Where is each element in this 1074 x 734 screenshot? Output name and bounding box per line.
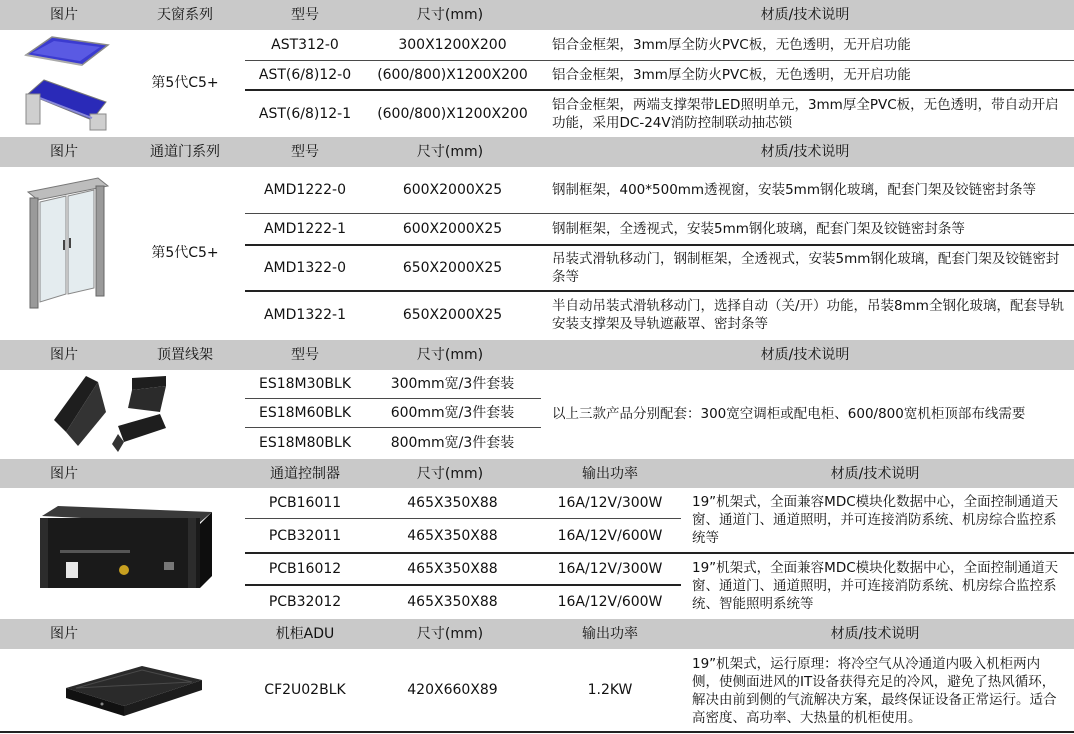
header-desc-label: 材质/技术说明: [830, 626, 920, 642]
size-cell: 650X2000X25: [402, 260, 503, 276]
header-desc-label: 材质/技术说明: [760, 347, 850, 363]
desc-cell: 钢制框架，全透视式，安装5mm钢化玻璃，配套门架及铰链密封条等: [552, 221, 965, 237]
header-size-label: 尺寸(mm): [416, 347, 484, 363]
model-cell: PCB32011: [268, 527, 342, 544]
size-cell: 465X350X88: [407, 593, 498, 610]
model-cell: AST(6/8)12-1: [258, 105, 352, 122]
header-image-label: 图片: [50, 465, 78, 482]
size-cell: 800mm宽/3件套装: [390, 435, 515, 451]
model-cell: PCB16011: [268, 495, 342, 511]
header-power-label: 输出功率: [582, 626, 638, 642]
model-cell: ES18M80BLK: [258, 435, 352, 451]
header-desc-label: 材质/技术说明: [760, 144, 850, 160]
power-cell: 16A/12V/600W: [557, 593, 663, 610]
header-size-label: 尺寸(mm): [416, 465, 484, 482]
cable-tray-image: [48, 372, 172, 454]
header-desc-label: 材质/技术说明: [760, 7, 850, 23]
skylight-panel-image: [22, 33, 110, 69]
header-model-label: 通道控制器: [270, 465, 340, 482]
model-cell: AMD1322-0: [263, 260, 347, 276]
size-cell: (600/800)X1200X200: [377, 105, 528, 122]
model-cell: CF2U02BLK: [264, 682, 346, 698]
header-model-label: 型号: [291, 144, 319, 160]
desc-cell: 吊装式滑轨移动门，钢制框架，全透视式，安装5mm钢化玻璃，配套门架及铰链密封条等: [552, 251, 1060, 285]
header-image-label: 图片: [50, 7, 78, 23]
desc-cell: 铝合金框架，3mm厚全防火PVC板，无色透明，无开启功能: [552, 67, 911, 83]
header-model-label: 型号: [291, 7, 319, 23]
desc-cell: 铝合金框架，3mm厚全防火PVC板，无色透明，无开启功能: [552, 37, 911, 53]
header-image-label: 图片: [50, 626, 78, 642]
power-cell: 16A/12V/300W: [557, 561, 663, 577]
size-cell: 600X2000X25: [402, 182, 503, 198]
desc-cell: 铝合金框架，两端支撑架带LED照明单元，3mm厚全PVC板，无色透明，带自动开启功能，采用DC-24V消防控制联动抽芯锁: [552, 96, 1059, 131]
size-cell: 465X350X88: [407, 495, 498, 511]
desc-cell: 钢制框架，400*500mm透视窗，安装5mm钢化玻璃，配套门架及铰链密封条等: [552, 182, 1036, 198]
header-series-label: 顶置线架: [157, 347, 213, 363]
power-cell: 16A/12V/600W: [557, 527, 663, 544]
power-cell: 16A/12V/300W: [557, 495, 663, 511]
header-power-label: 输出功率: [582, 465, 638, 482]
header-series-label: 通道门系列: [150, 144, 220, 160]
header-desc-label: 材质/技术说明: [830, 465, 920, 482]
controller-device-image: [36, 504, 216, 592]
size-cell: (600/800)X1200X200: [377, 67, 528, 83]
size-cell: 650X2000X25: [402, 307, 503, 323]
model-cell: PCB16012: [268, 561, 342, 577]
header-image-label: 图片: [50, 347, 78, 363]
skylight-frame-image: [22, 74, 110, 132]
series-value: 第5代C5+: [151, 75, 219, 91]
header-model-label: 机柜ADU: [275, 626, 335, 642]
header-size-label: 尺寸(mm): [416, 144, 484, 160]
header-size-label: 尺寸(mm): [416, 626, 484, 642]
header-series-label: 天窗系列: [157, 7, 213, 23]
desc-cell: 半自动吊装式滑轨移动门，选择自动（关/开）功能，吊装8mm全钢化玻璃，配套导轨安装支撑架及导轨遮蔽罩、密封条等: [552, 298, 1064, 332]
header-image-label: 图片: [50, 144, 78, 160]
desc-cell: 19”机架式，运行原理：将冷空气从冷通道内吸入机柜两内侧，使侧面进风的IT设备获得充足的冷风，避免了热风循环，解决由前到侧的气流解决方案，最终保证设备正常运行。适合高密度、高功率、大热量的机柜使用。: [692, 656, 1057, 726]
sliding-door-image: [20, 174, 112, 314]
size-cell: 600X2000X25: [402, 221, 503, 237]
model-cell: PCB32012: [268, 593, 342, 610]
size-cell: 300mm宽/3件套装: [390, 376, 515, 392]
model-cell: AMD1222-1: [263, 221, 347, 237]
table-bottom-border: [0, 731, 1074, 733]
series-value: 第5代C5+: [151, 245, 219, 261]
header-size-label: 尺寸(mm): [416, 7, 484, 23]
model-cell: AST312-0: [271, 37, 339, 53]
size-cell: 300X1200X200: [398, 37, 507, 53]
size-cell: 600mm宽/3件套装: [390, 405, 515, 421]
desc-cell: 19”机架式，全面兼容MDC模块化数据中心，全面控制通道天窗、通道门、通道照明，并可连接消防系统、机房综合监控系统、智能照明系统等: [692, 559, 1059, 612]
size-cell: 420X660X89: [407, 682, 498, 698]
header-model-label: 型号: [291, 347, 319, 363]
adu-unit-image: [62, 662, 206, 718]
model-cell: ES18M60BLK: [258, 405, 352, 421]
model-cell: AMD1322-1: [263, 307, 347, 323]
size-cell: 465X350X88: [407, 527, 498, 544]
model-cell: AST(6/8)12-0: [258, 67, 352, 83]
desc-cell: 19”机架式，全面兼容MDC模块化数据中心，全面控制通道天窗、通道门、通道照明，并可连接消防系统、机房综合监控系统等: [692, 494, 1059, 546]
shared-desc-cell: 以上三款产品分别配套：300宽空调柜或配电柜、600/800宽机柜顶部布线需要: [552, 406, 1026, 422]
size-cell: 465X350X88: [407, 561, 498, 577]
model-cell: AMD1222-0: [263, 182, 347, 198]
power-cell: 1.2KW: [587, 682, 633, 698]
model-cell: ES18M30BLK: [258, 376, 352, 392]
